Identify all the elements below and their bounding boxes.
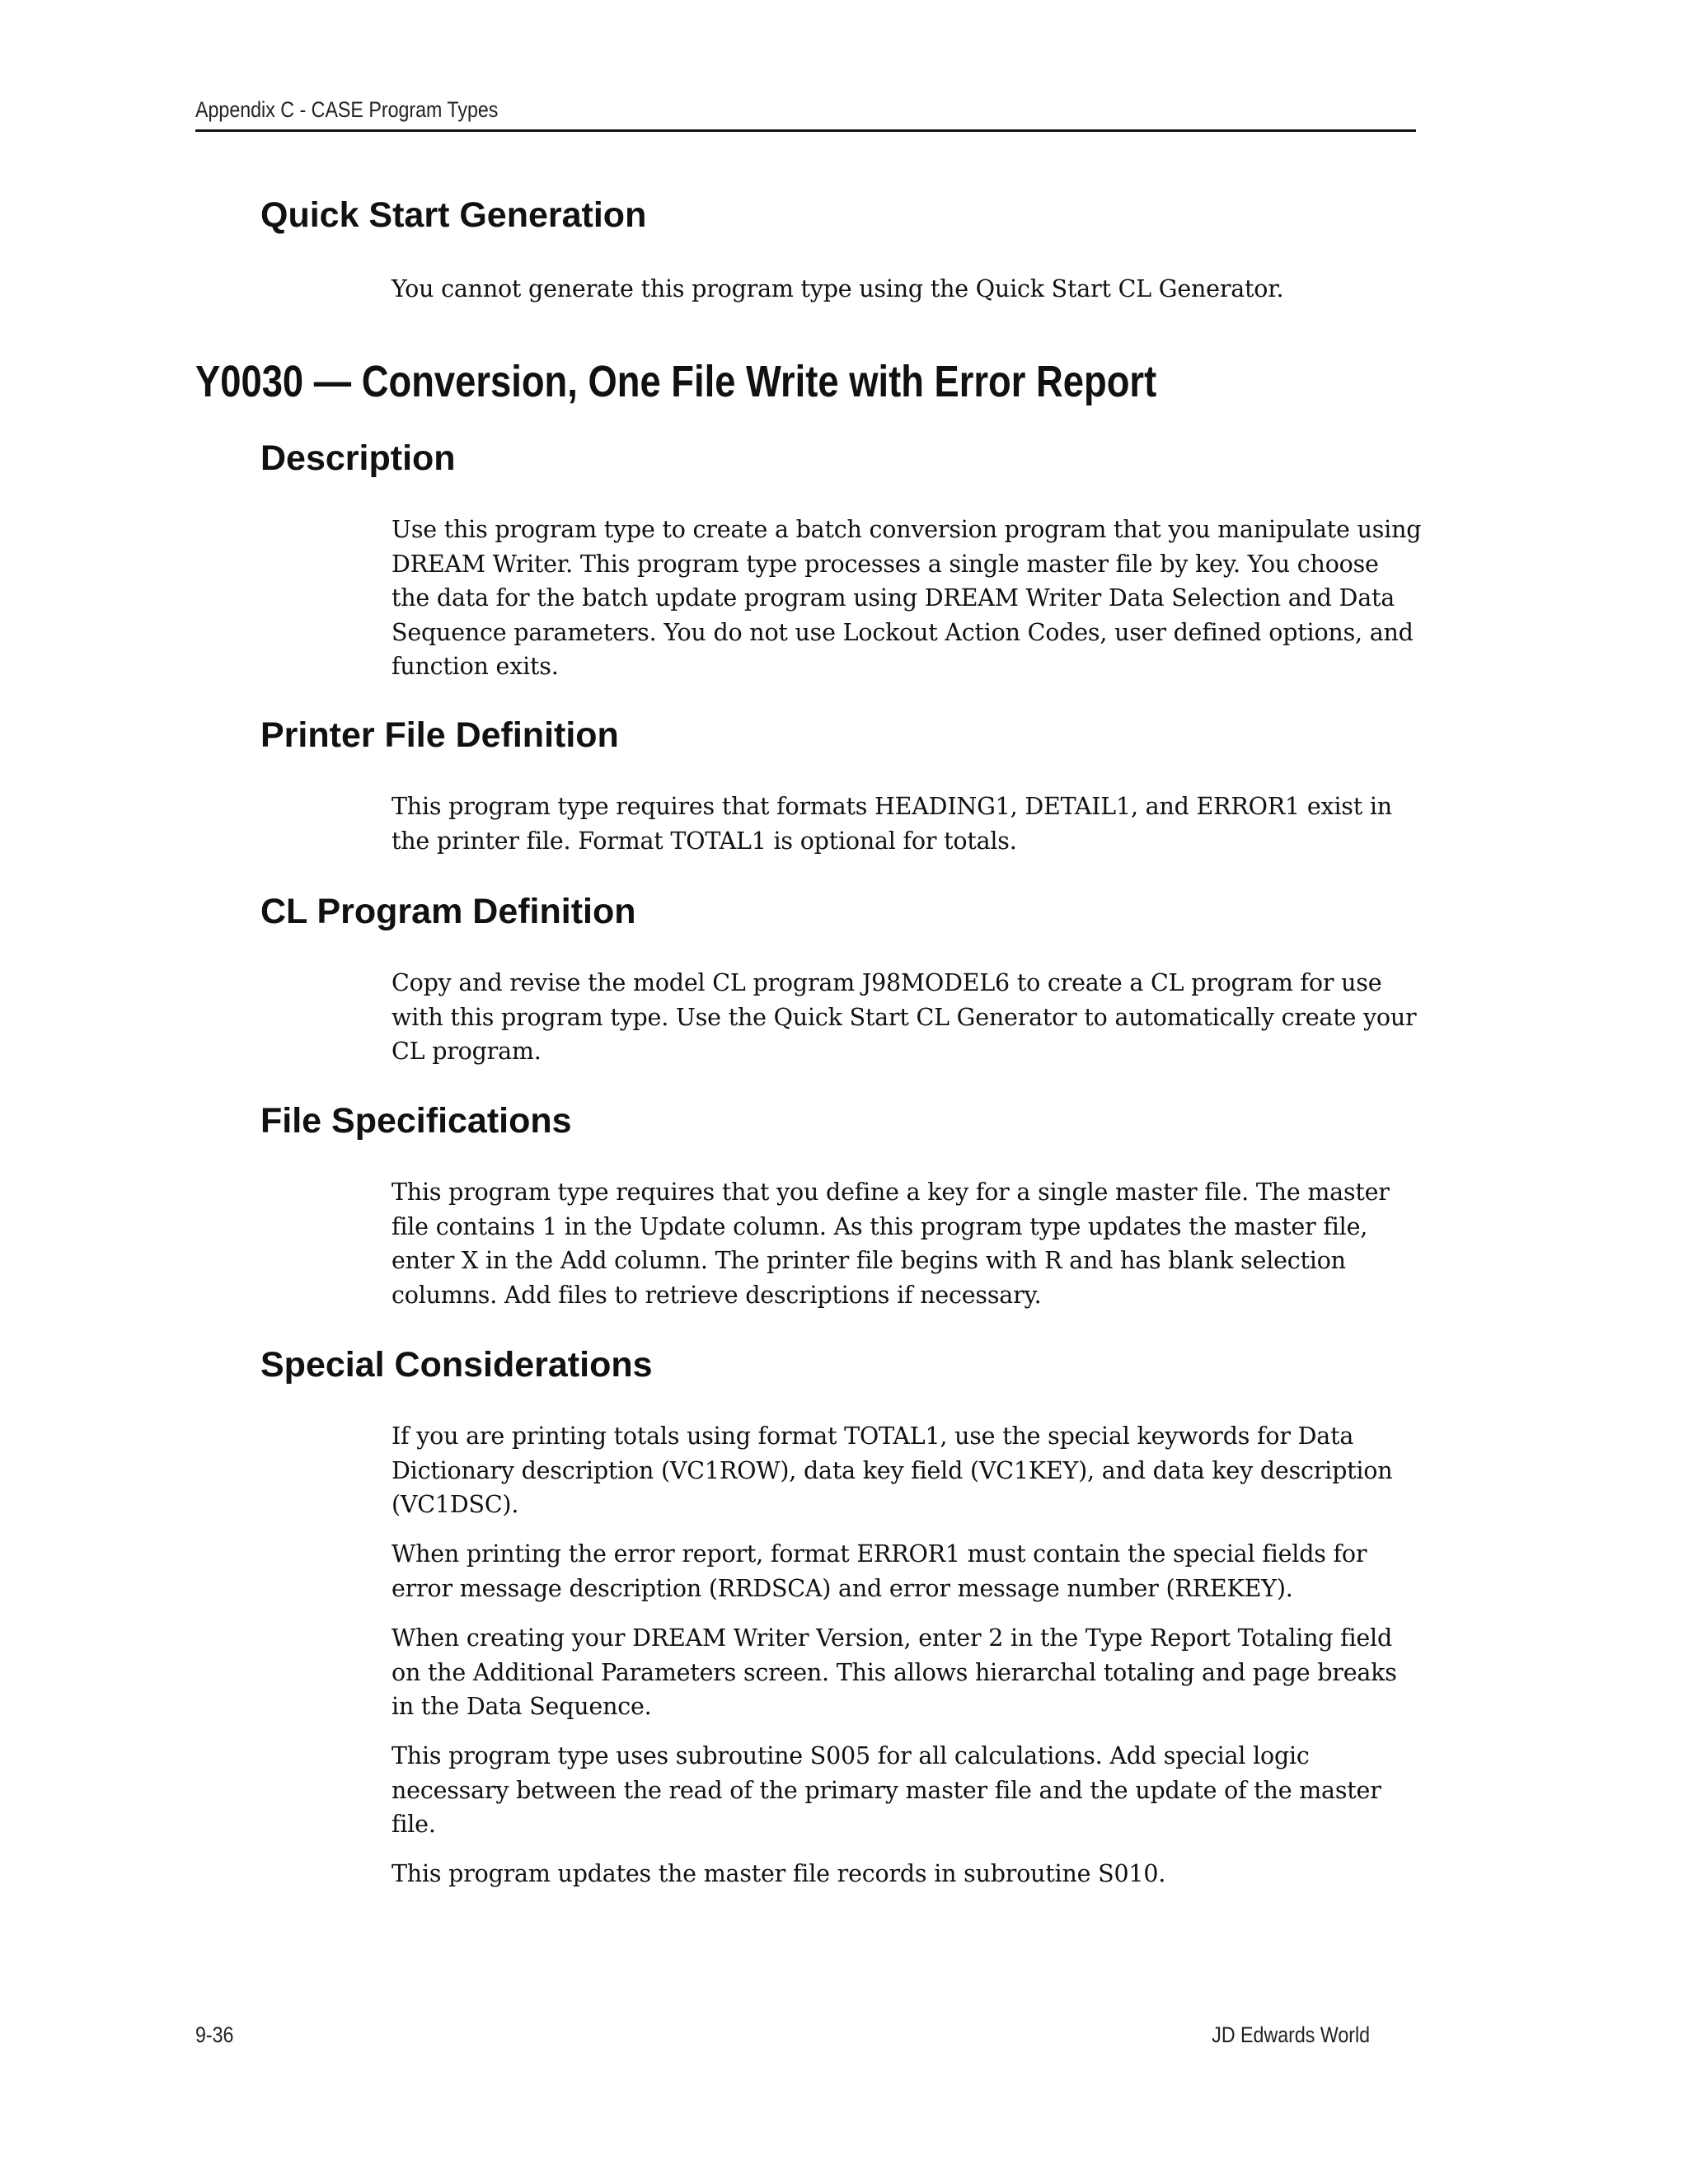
subsection-heading-file-specs: File Specifications <box>260 1101 572 1141</box>
subsection-heading-special: Special Considerations <box>260 1345 653 1385</box>
special-paragraph: This program updates the master file records in subroutine S010. <box>392 1860 1166 1887</box>
special-paragraph: This program type uses subroutine S005 for all calculations. Add special logic necessary between the read of the primary master file and the update of the master file. <box>392 1742 1381 1838</box>
running-header: Appendix C - CASE Program Types <box>195 97 499 122</box>
printer-file-paragraph: This program type requires that formats HEADING1, DETAIL1, and ERROR1 exist in the printer file. Format TOTAL1 is optional for totals. <box>392 793 1392 855</box>
special-paragraph: If you are printing totals using format TOTAL1, use the special keywords for Data Dictionary description (VC1ROW), data key field (VC1KEY), and data key description (VC1DSC). <box>392 1422 1393 1518</box>
section-paragraph: You cannot generate this program type using the Quick Start CL Generator. <box>392 275 1284 302</box>
special-paragraph: When printing the error report, format ERROR1 must contain the special fields for error message description (RRDSCA) and error message number (RREKEY). <box>392 1540 1367 1602</box>
header-rule <box>195 129 1416 132</box>
subsection-heading-cl-program: CL Program Definition <box>260 892 636 931</box>
subsection-heading-description: Description <box>260 438 456 478</box>
section-heading: Quick Start Generation <box>260 195 647 235</box>
file-specs-paragraph: This program type requires that you define a key for a single master file. The master file contains 1 in the Update column. As this program type updates the master file, enter X in the Add column. The printer file begins with R and has blank selection columns. Add files to retrieve descriptions if necessary. <box>392 1179 1390 1309</box>
publisher-name: JD Edwards World <box>1212 2022 1370 2047</box>
description-paragraph: Use this program type to create a batch conversion program that you manipulate using DREAM Writer. This program type processes a single master file by key. You choose the data for the batch update program using DREAM Writer Data Selection and Data Sequence parameters. You do not use Lockout Action Codes, user defined options, and function exits. <box>392 516 1422 680</box>
program-title: Y0030 — Conversion, One File Write with Error Report <box>195 357 1157 406</box>
special-paragraph: When creating your DREAM Writer Version, enter 2 in the Type Report Totaling field on the Additional Parameters screen. This allows hierarchal totaling and page breaks in the Data Sequence. <box>392 1624 1397 1720</box>
page-number: 9-36 <box>195 2022 234 2047</box>
cl-program-paragraph: Copy and revise the model CL program J98MODEL6 to create a CL program for use with this program type. Use the Quick Start CL Generator to automatically create your CL program. <box>392 969 1417 1065</box>
subsection-heading-printer-file: Printer File Definition <box>260 715 619 755</box>
